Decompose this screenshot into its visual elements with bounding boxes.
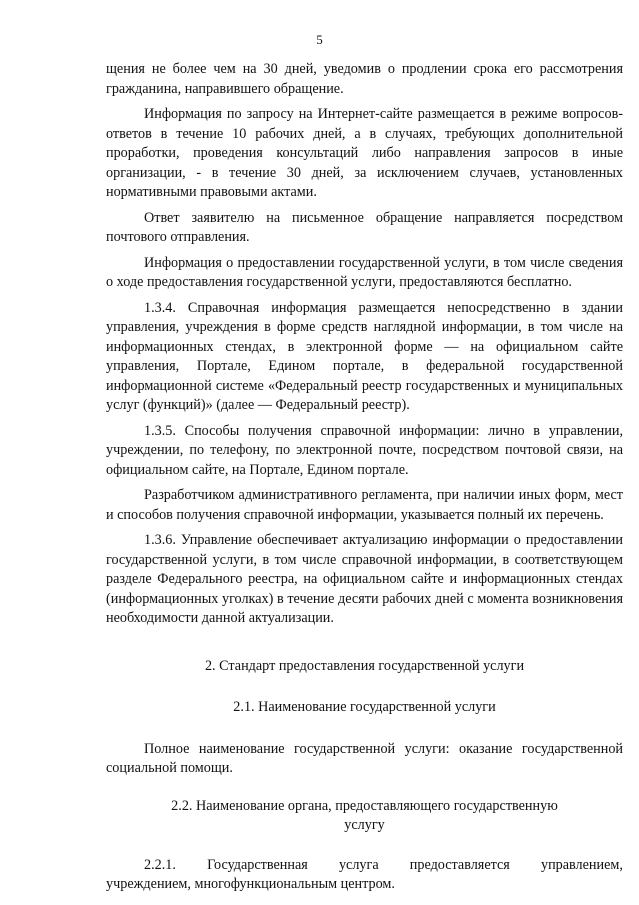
section-2-2-heading-line2: услугу [344,817,385,833]
word: Государственная [207,856,308,873]
section-2-1-heading: 2.1. Наименование государственной услуги [233,699,496,715]
paragraph-2-2-1-line1 [106,856,623,876]
paragraph-1-3-4: 1.3.4. Справочная информация размещается непосредственно в здании управления, учреждения в форме средств наглядной информации, в том числе на информационных стендах, в электронной форме — на официальном сайте управления, Портале, Едином портале, в федеральной государственной информационной системе «Федеральный реестр государственных и муниципальных услуг (функций)» (далее — Федеральный реестр). [106,299,623,413]
word: предоставляется [409,856,510,873]
paragraph-continuation: щения не более чем на 30 дней, уведомив о продлении срока его рассмотрения гражданина, направившего обращение. [106,61,623,97]
paragraph-1-3-6: 1.3.6. Управление обеспечивает актуализацию информации о предоставлении государственной услуги, в том числе справочной информации, в соответствующем разделе Федерального реестра, на официальном сайте и информационных стендах (информационных уголках) в течение десяти рабочих дней с момента возникновения необходимости данной актуализации. [106,532,623,626]
paragraph-internet-info: Информация по запросу на Интернет-сайте размещается в режиме вопросов-ответов в течение 10 рабочих дней, а в случаях, требующих дополнительной проработки, проведения консультаций либо направления запросов в иные организации, - в течение 30 дней, за исключением случаев, установленных нормативными правовыми актами. [106,106,623,200]
word: услуга [338,856,379,873]
page-number: 5 [316,32,323,47]
clause-number: 2.2.1. [144,856,176,873]
section-2-2-heading-line1: 2.2. Наименование органа, предоставляющего государственную [171,797,558,814]
word: управлением, [540,856,623,873]
paragraph-service-name: Полное наименование государственной услуги: оказание государственной социальной помощи. [106,740,623,776]
paragraph-developer-note: Разработчиком административного регламента, при наличии иных форм, мест и способов получения справочной информации, указывается полный их перечень. [106,487,623,523]
section-2-heading: 2. Стандарт предоставления государственной услуги [204,657,525,674]
paragraph-2-2-1-line2: учреждением, многофункциональным центром. [106,876,395,892]
paragraph-free-info: Информация о предоставлении государственной услуги, в том числе сведения о ходе предоставления государственной услуги, предоставляются бесплатно. [106,254,623,290]
section-2-2-heading [106,797,623,836]
paragraph-1-3-5: 1.3.5. Способы получения справочной информации: лично в управлении, учреждении, по телефону, по электронной почте, посредством почтовой связи, на официальном сайте, на Портале, Едином портале. [106,422,623,478]
paragraph-written-response: Ответ заявителю на письменное обращение направляется посредством почтового отправления. [106,209,623,245]
document-body [106,60,623,895]
